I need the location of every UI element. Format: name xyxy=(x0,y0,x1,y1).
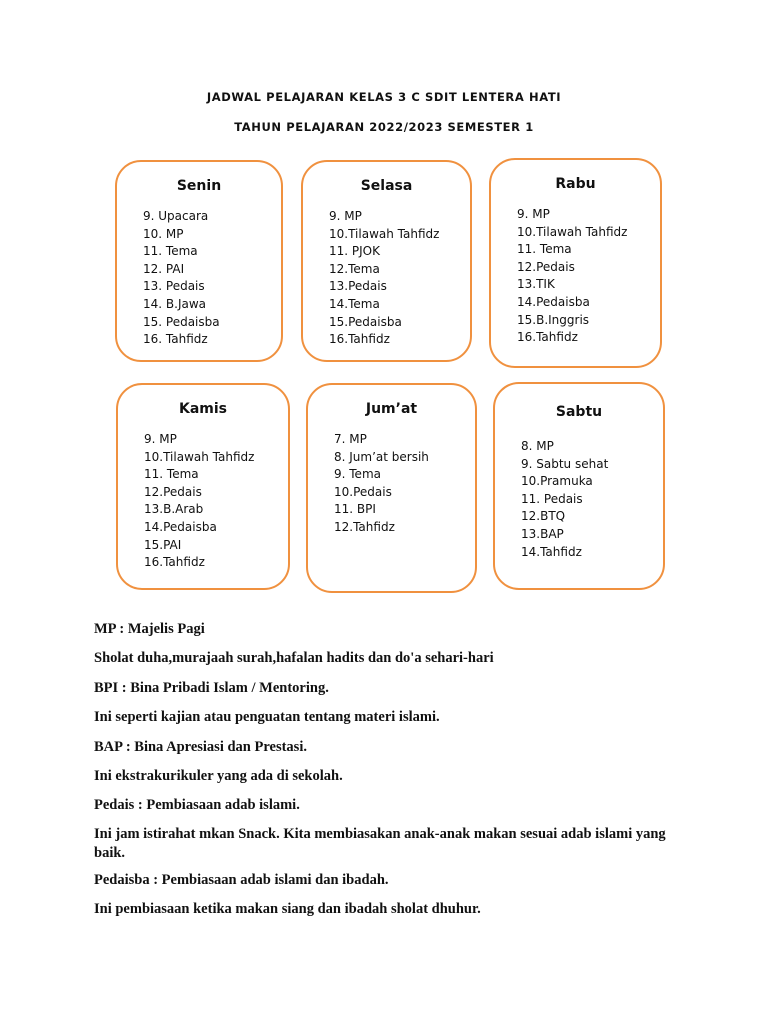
list-item: 14.Tema xyxy=(329,296,380,311)
list-item: 10.Tilawah Tahfidz xyxy=(329,226,440,241)
day-heading: Senin xyxy=(176,178,222,194)
list-item: 9. Tema xyxy=(334,467,381,482)
list-item: 15.PAI xyxy=(144,537,182,552)
list-item: 8. MP xyxy=(521,439,554,453)
list-item: 13.B.Arab xyxy=(144,502,204,517)
day-heading: Jum’at xyxy=(365,401,418,417)
list-item: 12.Pedais xyxy=(517,259,575,274)
list-item: 14.Pedaisba xyxy=(144,519,217,534)
note-pedaisba: Pedaisba : Pembiasaan adab islami dan ibadah. xyxy=(94,872,389,888)
list-item: 10.Pedais xyxy=(334,484,392,499)
list-item: 11. PJOK xyxy=(329,244,380,259)
lesson-list xyxy=(517,206,627,347)
list-item: 14.Tahfidz xyxy=(521,544,582,559)
day-heading: Selasa xyxy=(360,178,413,194)
list-item: 8. Jum’at bersih xyxy=(334,449,429,464)
list-item: 11. Pedais xyxy=(521,491,583,506)
list-item: 12.Tema xyxy=(329,261,380,276)
note-pedais-detail: Ini jam istirahat mkan Snack. Kita membiasakan anak-anak makan sesuai adab islami yang baik. xyxy=(94,826,666,861)
note-bap: BAP : Bina Apresiasi dan Prestasi. xyxy=(94,739,307,755)
list-item: 7. MP xyxy=(334,432,367,446)
document-subtitle: TAHUN PELAJARAN 2022/2023 SEMESTER 1 xyxy=(234,120,534,134)
note-bap-detail: Ini ekstrakurikuler yang ada di sekolah. xyxy=(94,768,343,784)
note-mp: MP : Majelis Pagi xyxy=(94,621,205,637)
list-item: 10. MP xyxy=(143,226,184,241)
day-heading: Rabu xyxy=(555,176,596,192)
list-item: 16.Tahfidz xyxy=(144,555,205,570)
list-item: 12.BTQ xyxy=(521,509,566,524)
list-item: 9. MP xyxy=(144,432,177,446)
list-item: 9. Upacara xyxy=(143,209,209,223)
list-item: 13.BAP xyxy=(521,526,564,541)
list-item: 13. Pedais xyxy=(143,279,205,294)
schedule-box-jumat xyxy=(306,383,477,593)
list-item: 15.Pedaisba xyxy=(329,314,402,329)
note-pedaisba-detail: Ini pembiasaan ketika makan siang dan ibadah sholat dhuhur. xyxy=(94,901,481,917)
document-title: JADWAL PELAJARAN KELAS 3 C SDIT LENTERA HATI xyxy=(206,90,562,104)
schedule-box-selasa xyxy=(301,160,472,362)
list-item: 13.TIK xyxy=(517,277,555,292)
lesson-list xyxy=(329,208,439,349)
list-item: 9. Sabtu sehat xyxy=(521,456,609,471)
day-heading: Kamis xyxy=(178,401,227,417)
list-item: 9. MP xyxy=(329,209,362,223)
list-item: 10.Tilawah Tahfidz xyxy=(517,224,628,239)
schedule-box-sabtu xyxy=(493,382,665,590)
list-item: 15.B.Inggris xyxy=(517,312,590,327)
note-mp-detail: Sholat duha,murajaah surah,hafalan hadits dan do'a sehari-hari xyxy=(94,650,494,666)
note-pedais: Pedais : Pembiasaan adab islami. xyxy=(94,797,300,813)
list-item: 11. Tema xyxy=(517,242,572,257)
schedule-box-kamis xyxy=(116,383,290,590)
list-item: 11. Tema xyxy=(144,467,199,482)
lesson-list xyxy=(521,438,608,561)
day-heading: Sabtu xyxy=(555,404,603,420)
schedule-box-rabu xyxy=(489,158,662,368)
list-item: 9. MP xyxy=(517,207,550,221)
list-item: 13.Pedais xyxy=(329,279,387,294)
list-item: 10.Tilawah Tahfidz xyxy=(144,449,255,464)
list-item: 14. B.Jawa xyxy=(143,296,207,311)
list-item: 15. Pedaisba xyxy=(143,314,220,329)
list-item: 11. BPI xyxy=(334,502,376,517)
list-item: 16.Tahfidz xyxy=(329,332,390,347)
list-item: 12.Tahfidz xyxy=(334,519,395,534)
list-item: 11. Tema xyxy=(143,244,198,259)
note-bpi: BPI : Bina Pribadi Islam / Mentoring. xyxy=(94,680,329,696)
list-item: 10.Pramuka xyxy=(521,474,593,489)
lesson-list xyxy=(143,208,220,349)
list-item: 12.Pedais xyxy=(144,484,202,499)
list-item: 14.Pedaisba xyxy=(517,294,590,309)
list-item: 12. PAI xyxy=(143,261,185,276)
list-item: 16.Tahfidz xyxy=(517,330,578,345)
lesson-list xyxy=(334,431,429,537)
note-bpi-detail: Ini seperti kajian atau penguatan tentang materi islami. xyxy=(94,709,440,725)
schedule-box-senin xyxy=(115,160,283,362)
lesson-list xyxy=(144,431,254,572)
list-item: 16. Tahfidz xyxy=(143,332,208,347)
